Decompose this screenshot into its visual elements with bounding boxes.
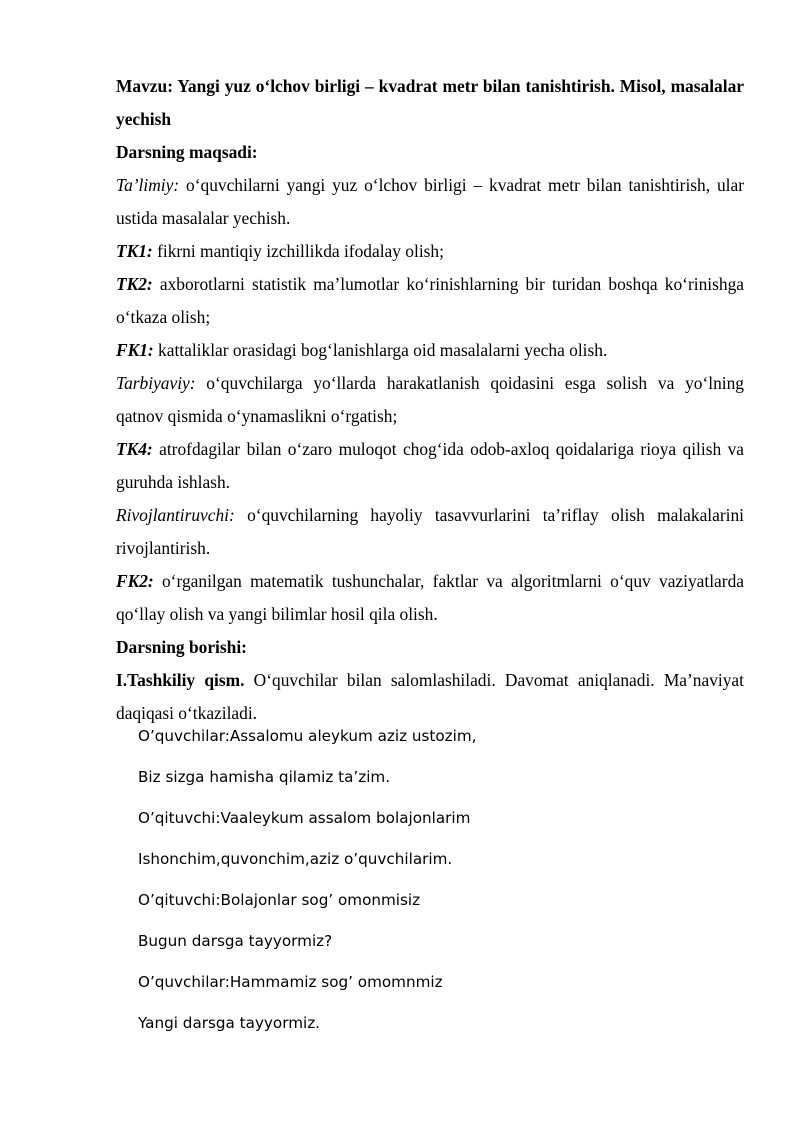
goal-label: TK4: bbox=[116, 439, 153, 459]
goal-fk2 bbox=[116, 565, 744, 631]
goal-tk4 bbox=[116, 433, 744, 499]
org-text: O‘quvchilar bilan salomlashiladi. Davomat aniqlanadi. Ma’naviyat daqiqasi o‘tkaziladi. bbox=[116, 670, 744, 723]
goal-tarbiyaviy bbox=[116, 367, 744, 433]
goal-text: axborotlarni statistik ma’lumotlar ko‘rinishlarning bir turidan boshqa ko‘rinishga o‘tkaza olish; bbox=[116, 274, 744, 327]
lesson-title: Mavzu: Yangi yuz o‘lchov birligi – kvadrat metr bilan tanishtirish. Misol, masalalar yechish bbox=[116, 76, 744, 129]
goal-fk1 bbox=[116, 334, 744, 367]
goal-text: o‘quvchilarga yo‘llarda harakatlanish qoidasini esga solish va yo‘lning qatnov qismida o‘ynamaslikni o‘rgatish; bbox=[116, 373, 744, 426]
org-label: I.Tashkiliy qism. bbox=[116, 670, 245, 690]
dialog-line: Bugun darsga tayyormiz? bbox=[138, 932, 333, 950]
goal-text: atrofdagilar bilan o‘zaro muloqot chog‘ida odob-axloq qoidalariga rioya qilish va guruhda ishlash. bbox=[116, 439, 744, 492]
goal-label: TK1: bbox=[116, 241, 153, 261]
dialog-line: O’quvchilar:Hammamiz sog’ omomnmiz bbox=[138, 973, 443, 991]
dialog-line: O’qituvchi:Vaaleykum assalom bolajonlarim bbox=[138, 809, 471, 827]
goal-label: TK2: bbox=[116, 274, 153, 294]
goal-label: Rivojlantiruvchi: bbox=[116, 505, 235, 525]
goal-text: o‘quvchilarning hayoliy tasavvurlarini ta’riflay olish malakalarini rivojlantirish. bbox=[116, 505, 744, 558]
dialog-line: Biz sizga hamisha qilamiz ta’zim. bbox=[138, 768, 391, 786]
goal-label: Tarbiyaviy: bbox=[116, 373, 196, 393]
goal-talimiy bbox=[116, 169, 744, 235]
goal-label: FK1: bbox=[116, 340, 154, 360]
process-heading: Darsning borishi: bbox=[116, 637, 247, 657]
goals-heading: Darsning maqsadi: bbox=[116, 142, 258, 162]
dialog-line: O’quvchilar:Assalomu aleykum aziz ustozim, bbox=[138, 727, 477, 745]
goal-text: kattaliklar orasidagi bog‘lanishlarga oid masalalarni yecha olish. bbox=[153, 340, 608, 360]
goal-tk2 bbox=[116, 268, 744, 334]
goal-label: Ta’limiy: bbox=[116, 175, 180, 195]
dialog-line: Yangi darsga tayyormiz. bbox=[138, 1014, 321, 1032]
goal-text: o‘rganilgan matematik tushunchalar, faktlar va algoritmlarni o‘quv vaziyatlarda qo‘llay olish va yangi bilimlar hosil qila olish. bbox=[116, 571, 744, 624]
dialog-line: O’qituvchi:Bolajonlar sog’ omonmisiz bbox=[138, 891, 421, 909]
goal-tk1 bbox=[116, 235, 744, 268]
goal-text: fikrni mantiqiy izchillikda ifodalay olish; bbox=[152, 241, 444, 261]
goal-label: FK2: bbox=[116, 571, 154, 591]
document-body bbox=[116, 70, 744, 730]
greeting-dialog bbox=[138, 722, 476, 1050]
goal-rivojlantiruvchi bbox=[116, 499, 744, 565]
org-section bbox=[116, 664, 744, 730]
dialog-line: Ishonchim,quvonchim,aziz o’quvchilarim. bbox=[138, 850, 453, 868]
goal-text: o‘quvchilarni yangi yuz o‘lchov birligi – kvadrat metr bilan tanishtirish, ular ustida masalalar yechish. bbox=[116, 175, 744, 228]
